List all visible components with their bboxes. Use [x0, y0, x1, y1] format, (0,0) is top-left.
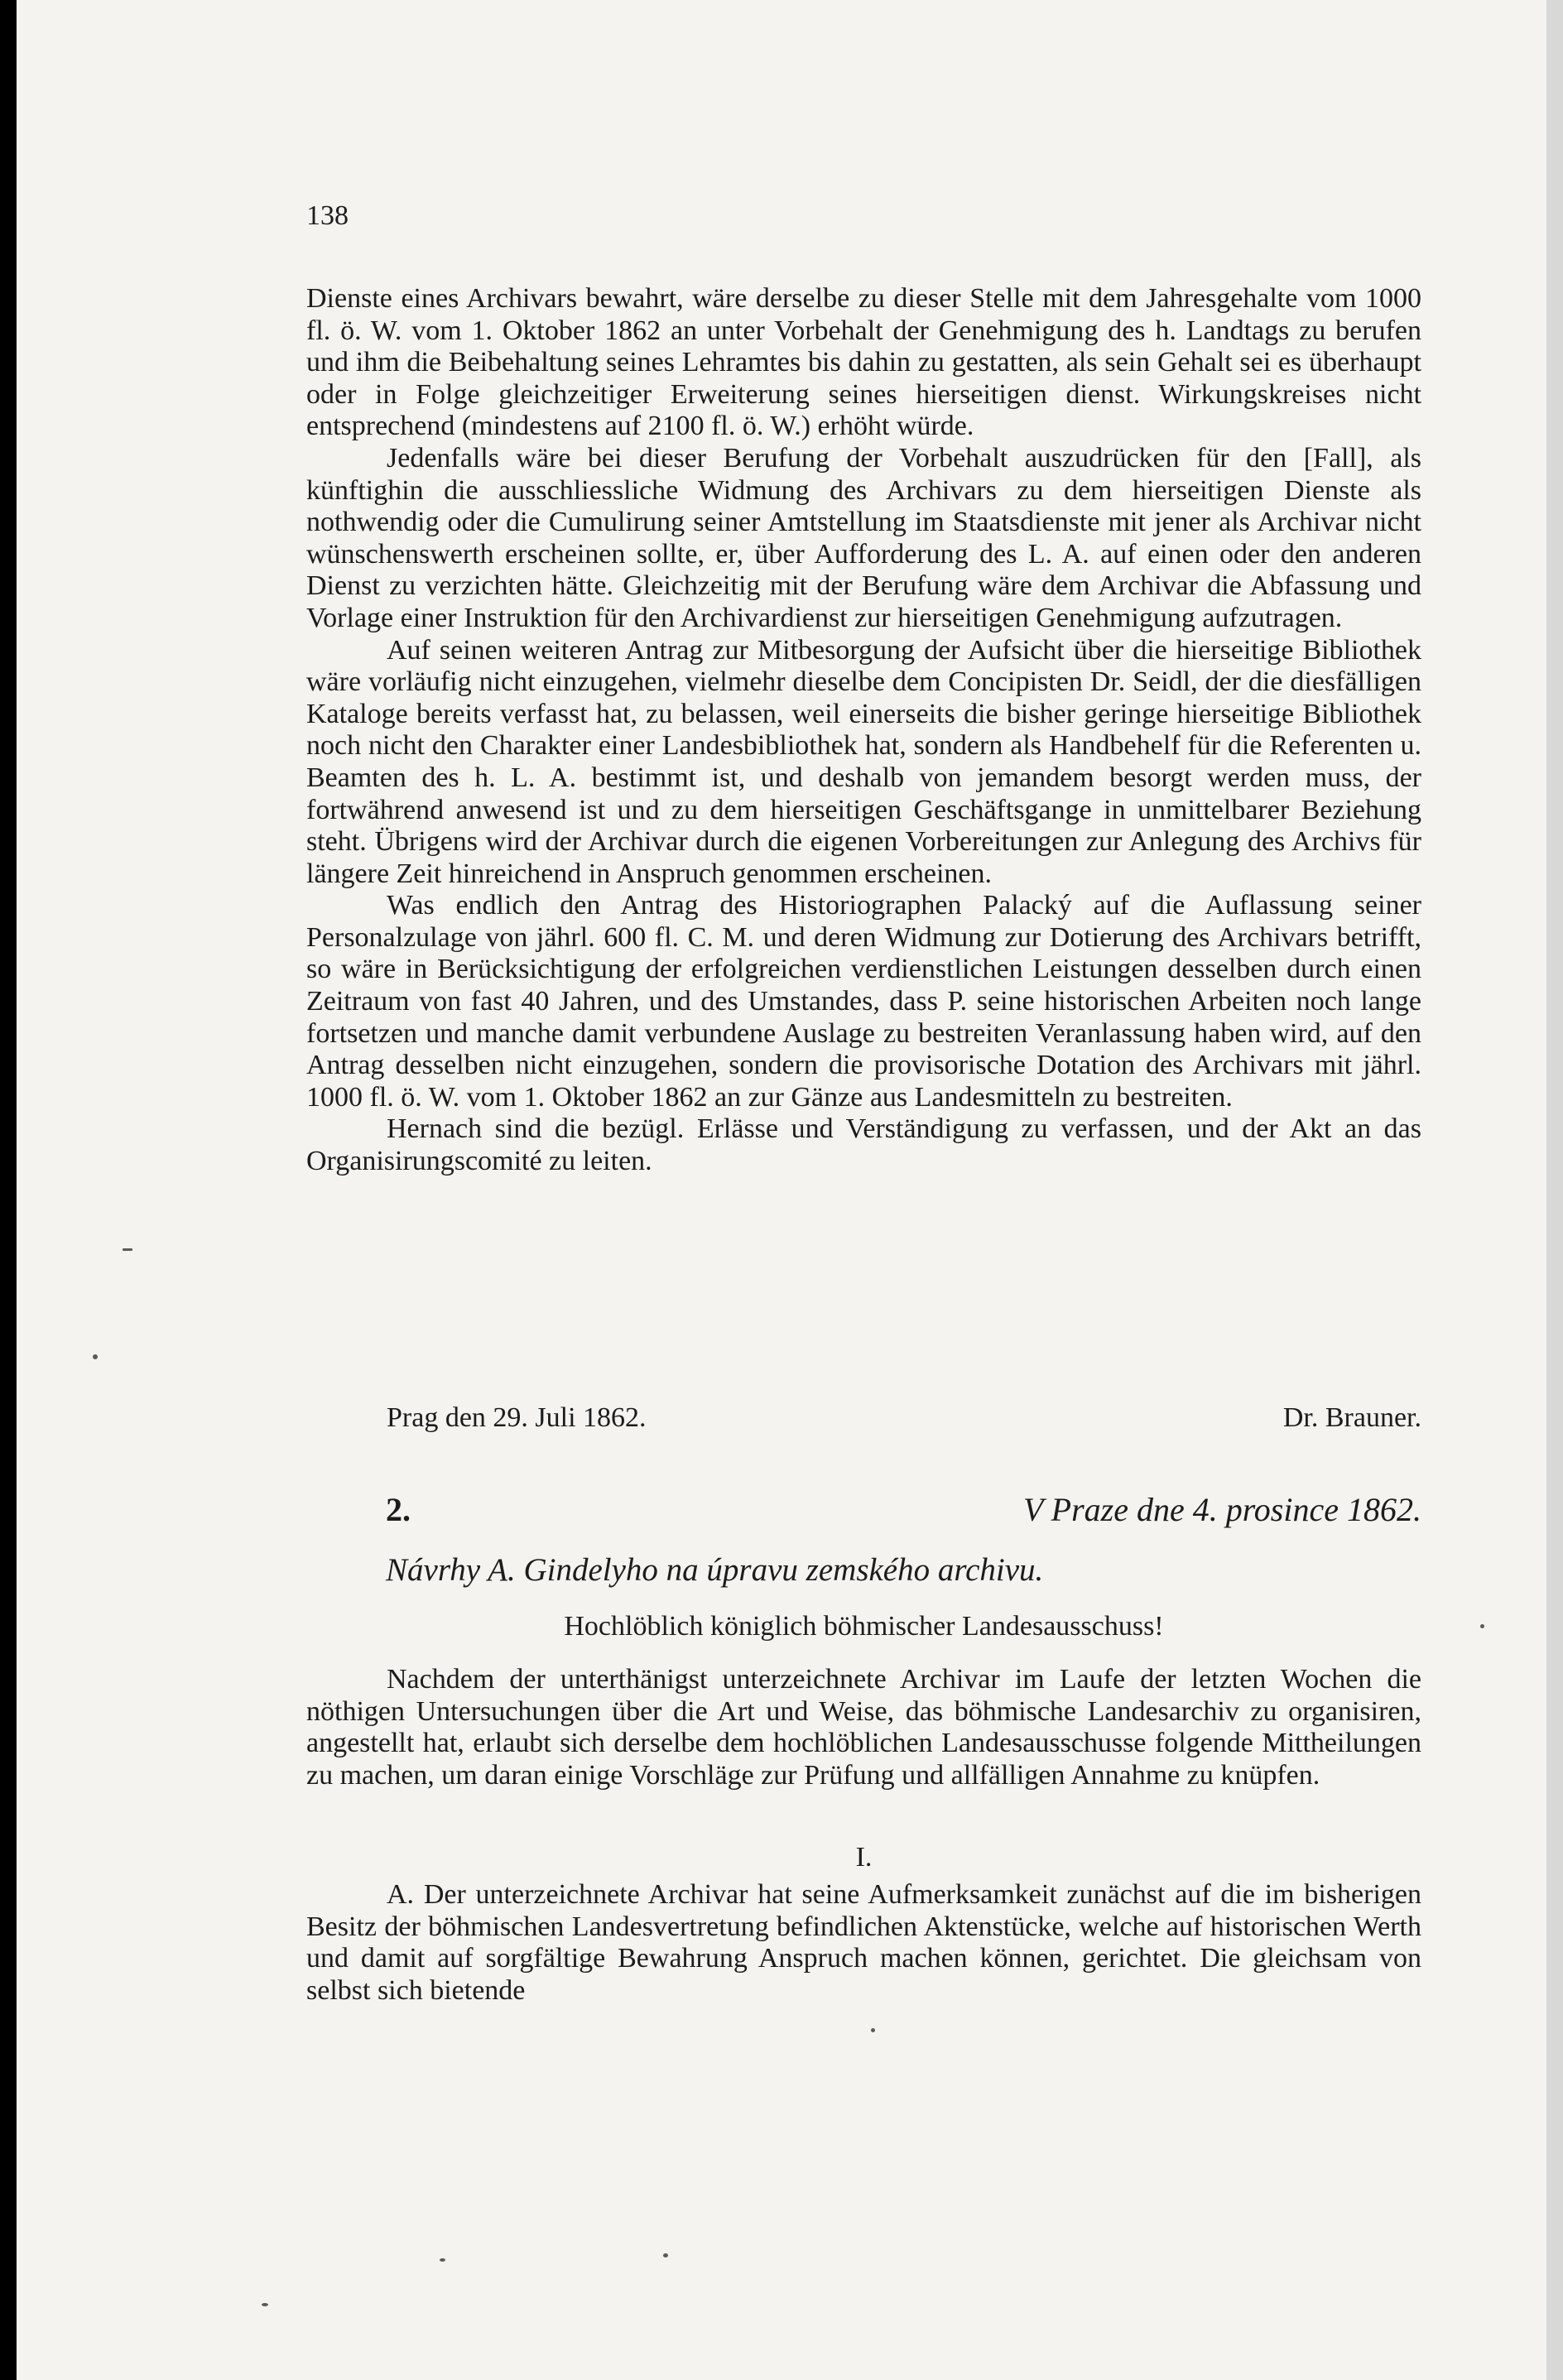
- section-number: I.: [855, 1842, 873, 1873]
- document-number: 2.: [386, 1491, 411, 1528]
- paragraph-4: Was endlich den Antrag des Historiographen Palacký auf die Auflassung seiner Personalzulage von jährl. 600 fl. C. M. und deren Widmung zur Dotierung des Archivars betrifft, so wäre in Berücksichtigung der erfolgreichen verdienstlichen Leistungen desselben durch einen Zeitraum von fast 40 Jahren, und des Umstandes, dass P. seine historischen Arbeiten noch lange fortsetzen und manche damit verbundene Auslage zu bestreiten Veranlassung haben wird, auf den Antrag desselben nicht einzugehen, sondern die provisorische Dotation des Archivars mit jährl. 1000 fl. ö. W. vom 1. Oktober 1862 an zur Gänze aus Landesmitteln zu bestreiten.: [306, 890, 1421, 1113]
- letter-body: [306, 283, 1421, 1178]
- scan-speck: [262, 2303, 268, 2306]
- paragraph-3: Auf seinen weiteren Antrag zur Mitbesorgung der Aufsicht über die hierseitige Bibliothek wäre vorläufig nicht einzugehen, vielmehr dieselbe dem Concipisten Dr. Seidl, der die diesfälligen Kataloge bereits verfasst hat, zu belassen, weil einerseits die bisher geringe hierseitige Bibliothek noch nicht den Charakter einer Landesbibliothek hat, sondern als Handbehelf für die Referenten u. Beamten des h. L. A. bestimmt ist, und deshalb von jemandem besorgt werden muss, der fortwährend anwesend ist und zu dem hierseitigen Geschäftsgange in unmittelbarer Beziehung steht. Übrigens wird der Archivar durch die eigenen Vorbereitungen zur Anlegung des Archivs für längere Zeit hinreichend in Anspruch genommen erscheinen.: [306, 634, 1421, 889]
- section-body: [306, 1879, 1421, 2007]
- scan-edge: [1546, 0, 1563, 2380]
- salutation: Hochlöblich königlich böhmischer Landesausschuss!: [564, 1611, 1164, 1642]
- paragraph-5: Hernach sind die bezügl. Erlässe und Verständigung zu verfassen, und der Akt an das Organisirungscomité zu leiten.: [306, 1113, 1421, 1177]
- document-title: Návrhy A. Gindelyho na úpravu zemského archivu.: [386, 1552, 1044, 1588]
- intro-body: [306, 1664, 1421, 1791]
- scan-speck: [871, 2028, 875, 2032]
- scan-speck: [440, 2258, 445, 2262]
- section-paragraph: A. Der unterzeichnete Archivar hat seine Aufmerksamkeit zunächst auf die im bisherigen Besitz der böhmischen Landesvertretung befindlichen Aktenstücke, welche auf historischen Werth und damit auf sorgfältige Bewahrung Anspruch machen können, gerichtet. Die gleichsam von selbst sich bietende: [306, 1879, 1421, 2006]
- scan-speck: [93, 1354, 98, 1359]
- scan-speck: [1480, 1624, 1484, 1628]
- dateline: V Praze dne 4. prosince 1862.: [1022, 1491, 1421, 1528]
- paragraph-1: Dienste eines Archivars bewahrt, wäre derselbe zu dieser Stelle mit dem Jahresgehalte vom 1000 fl. ö. W. vom 1. Oktober 1862 an unter Vorbehalt der Genehmigung des h. Landtags zu berufen und ihm die Beibehaltung seines Lehramtes bis dahin zu gestatten, als sein Gehalt sei es überhaupt oder in Folge gleichzeitiger Erweiterung seines hierseitigen dienst. Wirkungskreises nicht entsprechend (mindestens auf 2100 fl. ö. W.) erhöht würde.: [306, 283, 1421, 442]
- place-date: Prag den 29. Juli 1862.: [387, 1402, 647, 1433]
- scan-speck: [123, 1248, 132, 1251]
- scan-speck: [663, 2253, 668, 2257]
- intro-paragraph: Nachdem der unterthänigst unterzeichnete Archivar im Laufe der letzten Wochen die nöthigen Untersuchungen über die Art und Weise, das böhmische Landesarchiv zu organisiren, angestellt hat, erlaubt sich derselbe dem hochlöblichen Landesausschusse folgende Mittheilungen zu machen, um daran einige Vorschläge zur Prüfung und allfälligen Annahme zu knüpfen.: [306, 1664, 1421, 1791]
- signature: Dr. Brauner.: [1282, 1402, 1421, 1433]
- paragraph-2: Jedenfalls wäre bei dieser Berufung der Vorbehalt auszudrücken für den [Fall], als künftighin die ausschliessliche Widmung des Archivars zu dem hierseitigen Dienste als nothwendig oder die Cumulirung seiner Amtstellung im Staatsdienste mit jener als Archivar nicht wünschenswerth erscheinen sollte, er, über Aufforderung des L. A. auf einen oder den anderen Dienst zu verzichten hätte. Gleichzeitig mit der Berufung wäre dem Archivar die Abfassung und Vorlage einer Instruktion für den Archivardienst zur hierseitigen Genehmigung aufzutragen.: [306, 442, 1421, 633]
- page-number: 138: [306, 200, 349, 231]
